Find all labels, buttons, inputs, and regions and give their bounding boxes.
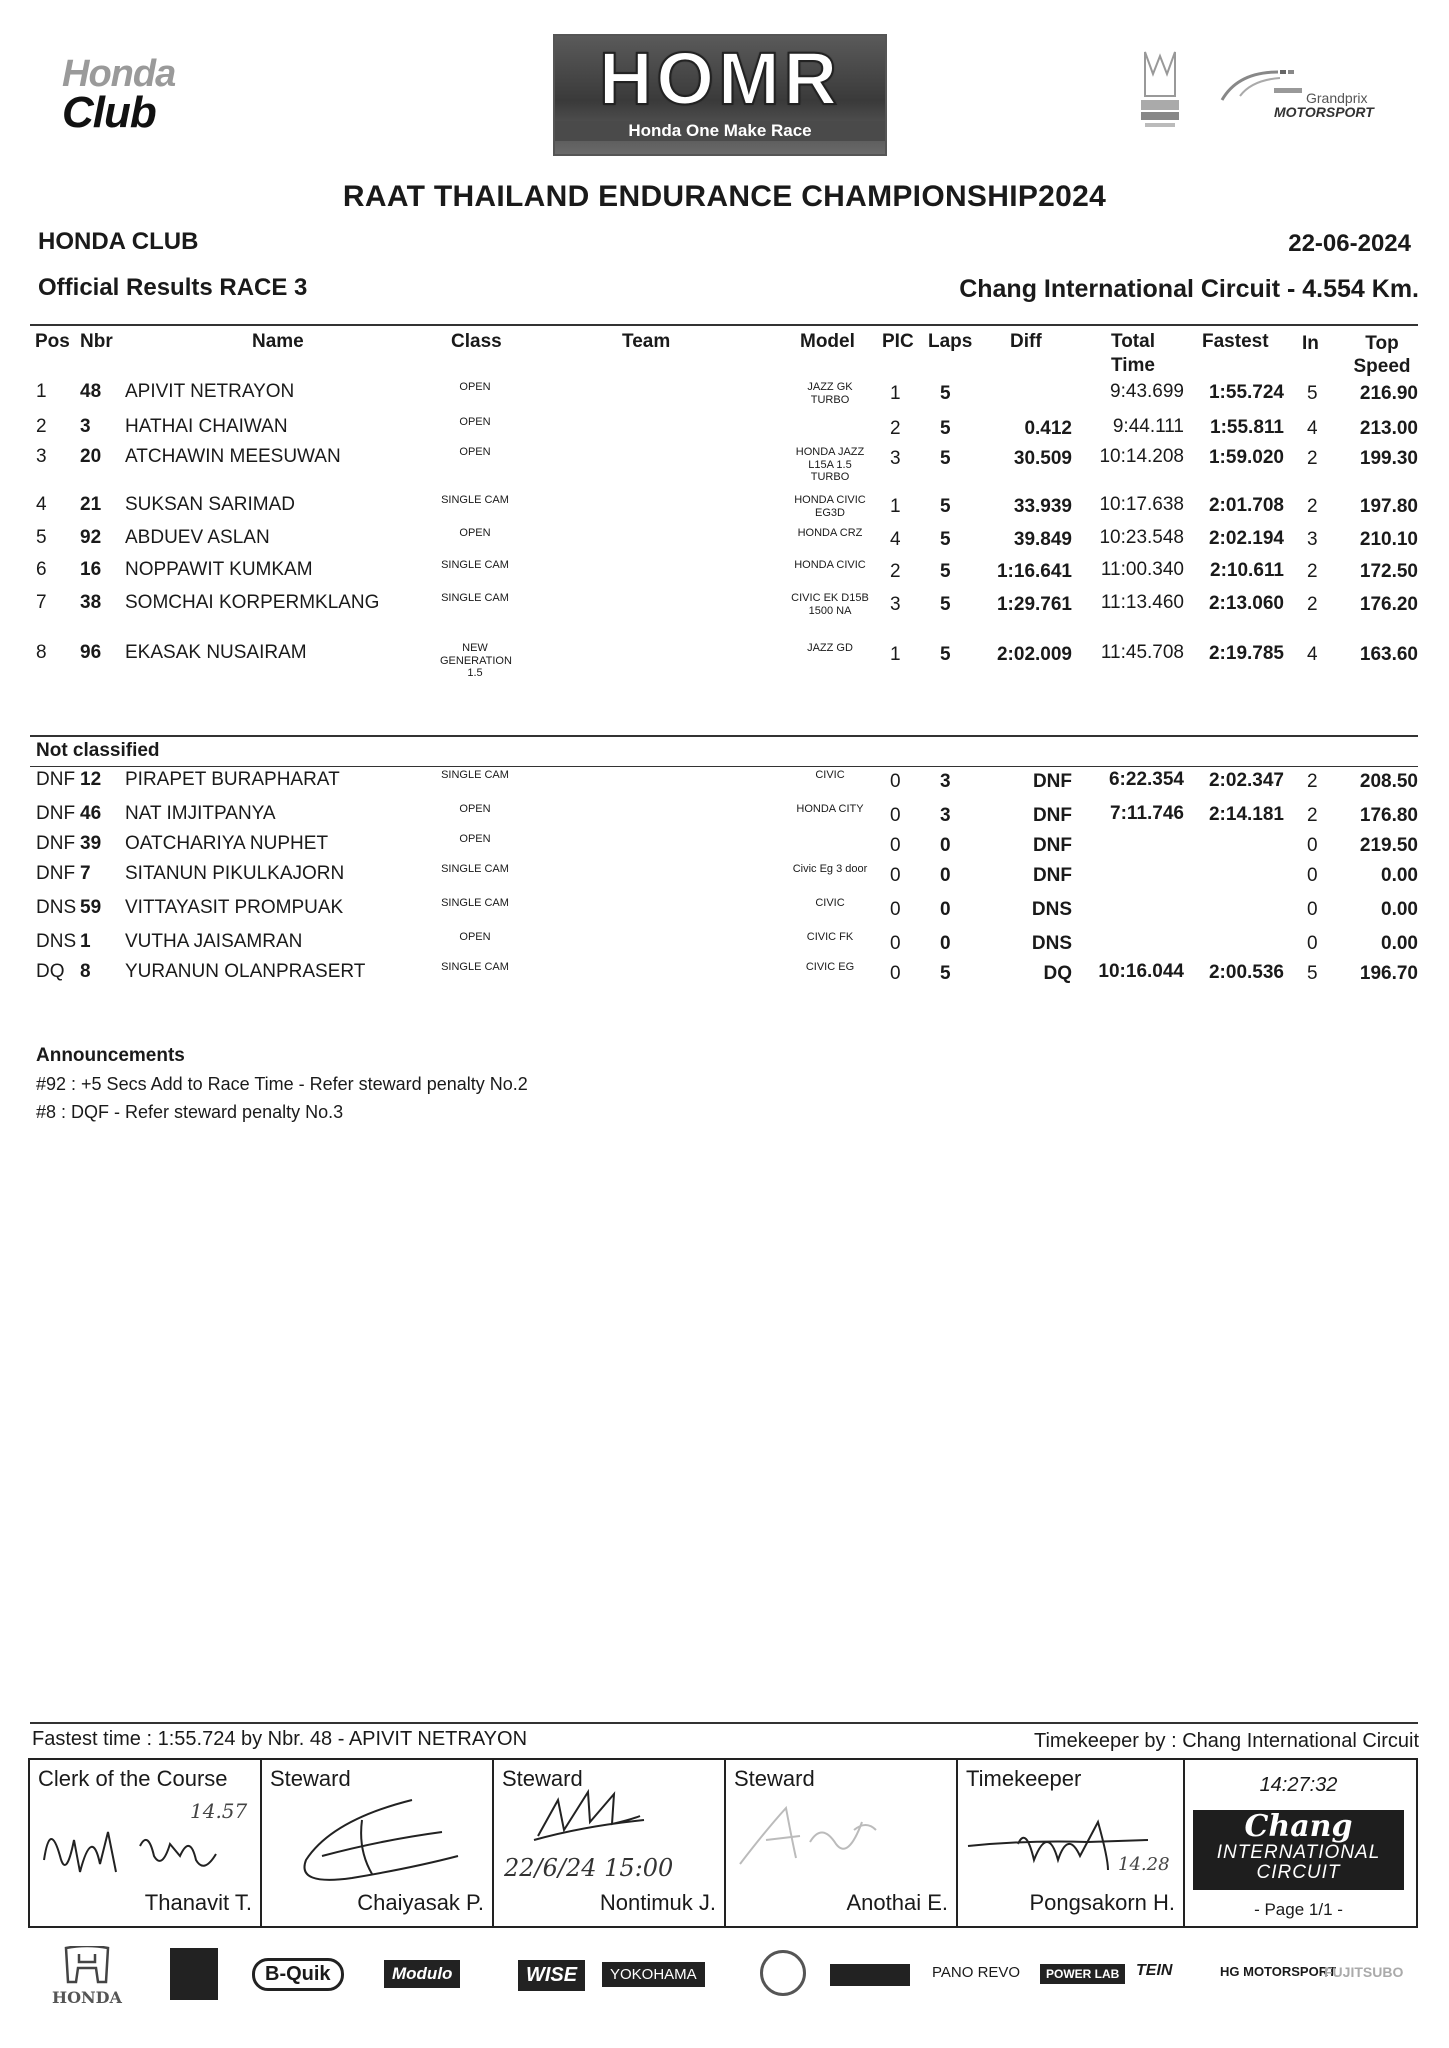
cell-fastest: 2:14.181 [1208,804,1284,825]
cell-in: 3 [1307,529,1318,550]
cell-class: SINGLE CAM [441,897,509,909]
honda-club-logo [62,53,212,138]
col-model: Model [800,331,855,352]
cell-nbr: 12 [80,769,102,790]
signature-steward-3 [726,1760,958,1926]
cell-laps: 5 [940,418,951,439]
cell-laps: 5 [940,561,951,582]
cell-name: EKASAK NUSAIRAM [125,642,307,663]
cell-nbr: 92 [80,527,102,548]
cell-nbr: 7 [80,863,91,884]
cell-name: APIVIT NETRAYON [125,381,295,402]
cell-total-time: 9:43.699 [1110,381,1184,402]
cell-pos: DNF [36,863,76,884]
cell-pic: 0 [890,835,901,856]
announcement-item: #92 : +5 Secs Add to Race Time - Refer steward penalty No.2 [36,1074,528,1094]
cell-diff: DNS [1031,933,1072,954]
cell-total-time: 10:16.044 [1098,961,1184,982]
cell-total-time: 10:23.548 [1099,527,1184,548]
cell-laps: 3 [940,771,951,792]
fastest-time: Fastest time : 1:55.724 by Nbr. 48 - APIVIT NETRAYON [32,1728,528,1750]
cell-top-speed: 196.70 [1359,963,1418,984]
cell-pic: 3 [890,448,901,469]
cell-top-speed: 208.50 [1359,771,1418,792]
cell-diff: 1:29.761 [996,594,1072,615]
raat-logo [1135,48,1185,130]
handwritten-note: 14.57 [190,1799,248,1823]
signature-name: Chaiyasak P. [357,1890,484,1915]
cell-model: CIVIC [815,897,845,909]
cell-in: 0 [1307,899,1318,920]
cell-class: NEW GENERATION 1.5 [440,642,512,680]
cell-name: ABDUEV ASLAN [125,527,270,548]
cell-fastest: 2:01.708 [1208,495,1284,516]
cell-diff: DQ [1043,963,1072,984]
cell-nbr: 96 [80,642,102,663]
cell-class: OPEN [459,416,491,428]
cell-in: 0 [1307,835,1318,856]
cell-model: CIVIC EK D15B 1500 NA [791,592,869,617]
cell-nbr: 48 [80,381,102,402]
cell-class: SINGLE CAM [441,494,509,506]
cell-pos: 8 [36,642,47,663]
cell-pic: 0 [890,805,901,826]
col-fastest: Fastest [1202,331,1269,352]
homr-logo [553,34,887,156]
cell-nbr: 46 [80,803,102,824]
cell-pic: 2 [890,418,901,439]
cell-pic: 0 [890,933,901,954]
sponsor-name: WISE [518,1960,585,1991]
timekeeper-by: Timekeeper by : Chang International Circuit [1034,1730,1419,1752]
col-laps: Laps [928,331,973,352]
cell-fastest: 1:55.811 [1210,417,1284,438]
sponsor-name: HONDA [52,1988,122,2007]
col-pos: Pos [35,331,70,352]
cell-pos: DNF [36,803,76,824]
cell-total-time: 9:44.111 [1112,416,1184,437]
cell-nbr: 21 [80,494,102,515]
col-nbr: Nbr [80,331,113,352]
report-time-box [1181,1760,1416,1926]
cell-name: HATHAI CHAIWAN [125,416,288,437]
cell-class: SINGLE CAM [441,863,509,875]
cell-fastest: 2:13.060 [1208,593,1284,614]
signature-box [28,1758,1418,1928]
cell-total-time: 6:22.354 [1108,769,1184,790]
col-total-time-2: Time [1110,355,1155,376]
cell-nbr: 39 [80,833,102,854]
cell-pos: 4 [36,494,47,515]
cell-pic: 0 [890,865,901,886]
cell-name: OATCHARIYA NUPHET [125,833,329,854]
not-classified-underline [30,766,1418,767]
cell-model: Civic Eg 3 door [792,863,868,875]
signature-role: Steward [502,1766,583,1791]
signature-timekeeper [958,1760,1185,1926]
cell-pic: 0 [890,963,901,984]
cell-pos: 6 [36,559,47,580]
signature-name: Thanavit T. [144,1890,252,1915]
cell-class: OPEN [459,803,491,815]
signature-role: Steward [734,1766,815,1791]
signature-role: Steward [270,1766,351,1791]
cell-model: JAZZ GD [807,642,853,654]
grandprix-logo-line1: Grandprix [1306,90,1368,106]
cell-laps: 0 [940,835,951,856]
cell-top-speed: 216.90 [1359,383,1418,404]
cell-name: SUKSAN SARIMAD [125,494,295,515]
cell-nbr: 1 [80,931,91,952]
grandprix-logo-line2: MOTORSPORT [1274,104,1374,120]
cell-class: OPEN [459,527,491,539]
cell-model: HONDA CITY [796,803,864,815]
cell-laps: 3 [940,805,951,826]
col-name: Name [252,331,304,352]
cell-pos: DNS [36,897,77,918]
cell-class: SINGLE CAM [441,559,509,571]
chang-logo-line3: CIRCUIT [1256,1861,1341,1883]
cell-nbr: 8 [80,961,91,982]
cell-pic: 4 [890,529,901,550]
cell-total-time: 7:11.746 [1110,803,1184,824]
cell-in: 5 [1307,963,1318,984]
cell-in: 5 [1307,383,1318,404]
cell-nbr: 16 [80,559,102,580]
cell-model: HONDA CRZ [797,527,863,539]
cell-top-speed: 176.80 [1359,805,1418,826]
col-diff: Diff [1010,331,1042,352]
handwritten-note: 14.28 [1118,1854,1170,1875]
cell-in: 4 [1307,418,1318,439]
cell-nbr: 38 [80,592,102,613]
signature-clerk [30,1760,262,1926]
signature-steward-1 [262,1760,494,1926]
cell-pos: DNF [36,769,76,790]
cell-name: PIRAPET BURAPHARAT [125,769,340,790]
circuit-name: Chang International Circuit - 4.554 Km. [959,275,1419,303]
cell-name: SOMCHAI KORPERMKLANG [125,592,380,613]
cell-top-speed: 176.20 [1359,594,1418,615]
cell-in: 4 [1307,644,1318,665]
cell-pos: 3 [36,446,47,467]
cell-nbr: 59 [80,897,102,918]
cell-laps: 5 [940,644,951,665]
cell-name: YURANUN OLANPRASERT [125,961,366,982]
not-classified-divider [30,735,1418,737]
cell-diff: DNF [1032,865,1072,886]
chang-logo-line1: Chang [1244,1809,1353,1844]
cell-laps: 5 [940,448,951,469]
cell-top-speed: 199.30 [1359,448,1418,469]
signature-name: Nontimuk J. [599,1890,716,1915]
cell-top-speed: 219.50 [1359,835,1418,856]
cell-nbr: 20 [80,446,102,467]
header-divider [30,324,1418,326]
cell-name: NOPPAWIT KUMKAM [125,559,313,580]
cell-total-time: 10:14.208 [1099,446,1184,467]
announcements-title: Announcements [36,1045,185,1066]
cell-fastest: 2:02.194 [1208,528,1284,549]
honda-club-logo-line2: Club [62,88,156,138]
cell-model: CIVIC FK [806,931,854,943]
cell-fastest: 2:19.785 [1208,643,1284,664]
cell-top-speed: 0.00 [1381,933,1418,954]
cell-pic: 1 [890,644,901,665]
cell-model: CIVIC [815,769,845,781]
cell-in: 2 [1307,496,1318,517]
cell-name: ATCHAWIN MEESUWAN [125,446,341,467]
cell-total-time: 11:45.708 [1100,642,1184,663]
cell-total-time: 10:17.638 [1099,494,1184,515]
cell-fastest: 2:00.536 [1208,962,1284,983]
sponsor-name: FUJITSUBO [1324,1964,1404,1980]
cell-name: VUTHA JAISAMRAN [125,931,303,952]
cell-diff: DNF [1032,805,1072,826]
cell-model: JAZZ GK TURBO [807,381,853,406]
cell-in: 2 [1307,594,1318,615]
cell-top-speed: 0.00 [1381,865,1418,886]
cell-pos: DQ [36,961,65,982]
lion-sponsor-logo [170,1948,218,2000]
cell-pic: 3 [890,594,901,615]
cell-top-speed: 213.00 [1359,418,1418,439]
pt-sponsor-logo [760,1950,806,1996]
rk-sponsor-logo [830,1964,910,1986]
page-number: - Page 1/1 - [1254,1900,1343,1919]
cell-in: 2 [1307,561,1318,582]
honda-sponsor-logo [52,1946,122,2007]
cell-top-speed: 163.60 [1359,644,1418,665]
cell-name: SITANUN PIKULKAJORN [125,863,345,884]
cell-model: HONDA CIVIC EG3D [794,494,866,519]
cell-class: OPEN [459,833,491,845]
race-date: 22-06-2024 [1288,230,1411,257]
sponsor-name: YOKOHAMA [602,1962,705,1987]
cell-pic: 1 [890,383,901,404]
honda-h-icon [62,1946,112,1984]
cell-class: OPEN [459,446,491,458]
grandprix-motorsport-logo [1218,66,1388,126]
cell-top-speed: 197.80 [1359,496,1418,517]
col-top-speed-1: Top [1365,333,1399,354]
cell-in: 0 [1307,933,1318,954]
signature-name: Anothai E. [846,1890,948,1915]
cell-model: HONDA CIVIC [794,559,866,571]
col-total-time-1: Total [1111,331,1155,352]
signature-steward-2 [494,1760,726,1926]
cell-laps: 0 [940,899,951,920]
cell-class: SINGLE CAM [441,769,509,781]
announcement-item: #8 : DQF - Refer steward penalty No.3 [36,1102,344,1122]
cell-in: 0 [1307,865,1318,886]
cell-pic: 1 [890,496,901,517]
cell-diff: 39.849 [1013,529,1072,550]
homr-logo-text: HOMR [598,37,842,120]
cell-pos: 2 [36,416,47,437]
cell-diff: 0.412 [1024,418,1072,439]
chang-logo-line2: INTERNATIONAL [1216,1842,1381,1863]
sponsor-name: B-Quik [252,1958,344,1991]
cell-laps: 0 [940,865,951,886]
cell-class: OPEN [459,931,491,943]
cell-name: NAT IMJITPANYA [125,803,276,824]
cell-laps: 5 [940,963,951,984]
cell-pos: DNS [36,931,77,952]
signature-name: Pongsakorn H. [1029,1890,1175,1915]
cell-pic: 0 [890,771,901,792]
cell-top-speed: 172.50 [1359,561,1418,582]
cell-pic: 2 [890,561,901,582]
cell-diff: 2:02.009 [996,644,1072,665]
col-top-speed-2: Speed [1353,356,1411,377]
cell-pos: DNF [36,833,76,854]
chang-circuit-logo [1193,1810,1404,1890]
cell-diff: 1:16.641 [996,561,1072,582]
col-class: Class [451,331,502,352]
honda-club-logo-line1: Honda [62,53,176,95]
cell-diff: 30.509 [1013,448,1072,469]
signature-role: Timekeeper [966,1766,1082,1791]
cell-pos: 5 [36,527,47,548]
cell-class: OPEN [459,381,491,393]
document-title: RAAT THAILAND ENDURANCE CHAMPIONSHIP2024 [342,180,1107,213]
cell-name: VITTAYASIT PROMPUAK [125,897,344,918]
cell-fastest: 2:02.347 [1208,770,1284,791]
cell-diff: DNS [1031,899,1072,920]
cell-diff: DNF [1032,771,1072,792]
cell-total-time: 11:00.340 [1100,559,1184,580]
col-pic: PIC [882,331,914,352]
cell-pos: 1 [36,381,47,402]
cell-in: 2 [1307,805,1318,826]
col-team: Team [622,331,671,352]
cell-diff: 33.939 [1013,496,1072,517]
cell-laps: 5 [940,496,951,517]
cell-model: HONDA JAZZ L15A 1.5 TURBO [795,446,865,484]
cell-pic: 0 [890,899,901,920]
cell-in: 2 [1307,771,1318,792]
signature-role: Clerk of the Course [38,1766,228,1791]
cell-pos: 7 [36,592,47,613]
sponsor-name: Modulo [384,1960,460,1988]
sponsor-name: POWER LAB [1040,1964,1125,1984]
cell-laps: 5 [940,529,951,550]
footer-divider [30,1722,1418,1724]
cell-laps: 5 [940,594,951,615]
col-in: In [1302,333,1319,354]
cell-class: SINGLE CAM [441,961,509,973]
handwritten-note: 22/6/24 15:00 [504,1854,674,1882]
cell-total-time: 11:13.460 [1100,592,1184,613]
sponsor-name: HG MOTORSPORT [1220,1964,1337,1979]
cell-in: 2 [1307,448,1318,469]
results-title: Official Results RACE 3 [38,274,308,301]
sponsor-name: TEIN [1136,1962,1173,1979]
cell-top-speed: 0.00 [1381,899,1418,920]
cell-top-speed: 210.10 [1359,529,1418,550]
club-name: HONDA CLUB [38,228,199,255]
cell-model: CIVIC EG [805,961,855,973]
sponsor-name: PANO REVO [932,1964,1021,1981]
sponsor-strip [30,1938,1420,2008]
cell-nbr: 3 [80,416,91,437]
cell-fastest: 1:55.724 [1208,382,1284,403]
cell-fastest: 2:10.611 [1210,560,1284,581]
cell-laps: 0 [940,933,951,954]
cell-class: SINGLE CAM [441,592,509,604]
homr-logo-subtitle: Honda One Make Race [555,121,885,141]
report-time: 14:27:32 [1259,1774,1338,1796]
cell-fastest: 1:59.020 [1208,447,1284,468]
not-classified-title: Not classified [36,740,160,761]
cell-diff: DNF [1032,835,1072,856]
cell-laps: 5 [940,383,951,404]
